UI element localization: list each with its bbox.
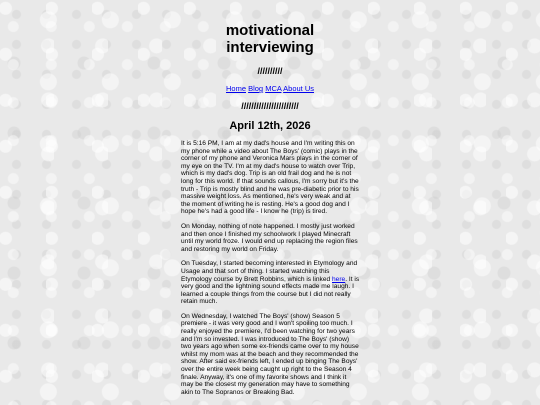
paragraph-3-text-start: On Tuesday, I started becoming interested in Etymology and Usage and that sort of thing. I started watching this Etymology course by Brett Robbins, which is linked: [181, 260, 358, 283]
post-content: [181, 140, 360, 403]
nav-mca-link[interactable]: MCA: [265, 84, 282, 93]
divider-top: //////////: [257, 66, 283, 76]
site-title-line-1: motivational: [225, 22, 315, 39]
site-header: [0, 22, 540, 56]
post-paragraph-2: On Monday, nothing of note happened. I mostly just worked and then once I finished my schoolwork I played Minecraft until my world froze. I would end up replacing the region files and restoring my world on Friday.: [181, 222, 358, 253]
post-paragraph-1: It is 5:16 PM, I am at my dad's house and I'm writing this on my phone while a video about The Boys' (comic) plays in the corner of my phone and Veronica Mars plays in the corner of my eye on the TV. I'm at my dad's house to watch over Trip, which is my dad's dog. Trip is an old frail dog and he is not long for this world. If that sounds callous, I'm sorry but it's the truth - Trip is mostly blind and he was pre-diabetic prior to his massive weight loss. As mentioned, he's very weak and at the moment of writing he is resting. He's a good dog and I hope he's had a good life - I know he (trip) is tired.: [181, 140, 359, 216]
divider-bottom: ///////////////////////: [241, 101, 299, 111]
nav-blog-link[interactable]: Blog: [248, 84, 264, 93]
nav-home-link[interactable]: Home: [225, 84, 246, 93]
post-paragraph-3: [181, 260, 360, 306]
post-paragraph-4: On Wednesday, I watched The Boys' (show) Season 5 premiere - it was very good and I won't spoiling too much. I really enjoyed the premiere, I'd been watching for two years and I'm so invested. I was introduced to The Boys' (show) two years ago when some ex-friends came over to my house whilst my mom was at the beach and they recommended the show. After said ex-friends left, I ended up binging The Boys' over the entire week being caught up right to the Season 4 finale. Anyway, it's one of my favorite shows and I think it may be the closest my generation may have to something akin to The Sopranos or Breaking Bad.: [181, 312, 359, 396]
nav-about-link[interactable]: About Us: [283, 84, 314, 93]
post-date-heading: April 12th, 2026: [229, 120, 311, 132]
etymology-course-link[interactable]: here: [332, 275, 346, 283]
main-nav: [0, 84, 540, 93]
paragraph-3-text-end: . It is very good and the lightning sound effects made me laugh. I learned a couple things from the course but I did not really retain much.: [181, 275, 360, 306]
site-title-line-2: interviewing: [226, 39, 314, 56]
